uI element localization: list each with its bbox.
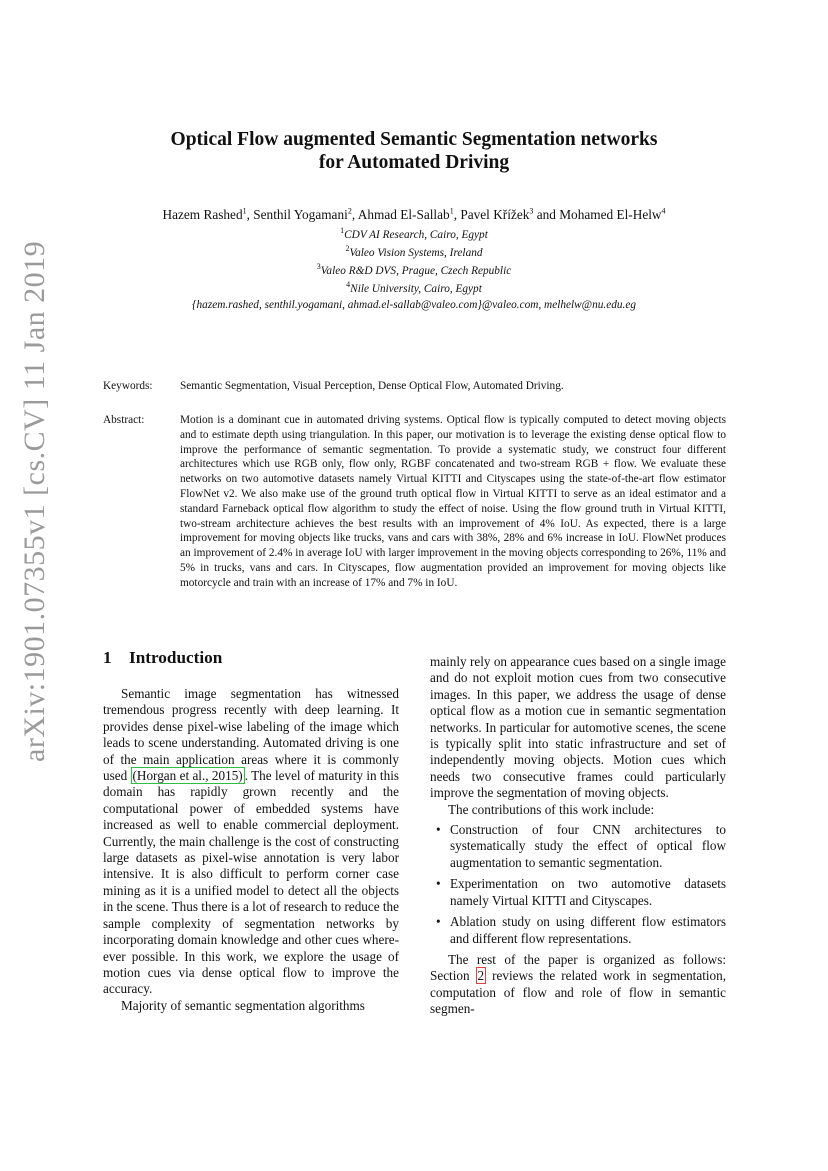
author-name: , Senthil Yogamani — [246, 207, 348, 222]
section-heading — [103, 648, 222, 668]
author-name: Hazem Rashed — [162, 207, 243, 222]
title-line-2: for Automated Driving — [318, 152, 510, 173]
author-list — [90, 206, 738, 223]
section-title: Introduction — [129, 648, 223, 667]
paragraph: mainly rely on appearance cues based on a single image and do not exploit motion cues from two consecutive images. In this paper, we address the usage of dense optical flow as a motion cue in semantic segmentation networks. In particular for automotive scenes, the scene is typically split into static infrastructure and set of independently moving objects. Motion cues which needs two consecutive frames could particularly improve the segmentation of moving objects. — [430, 654, 726, 801]
abstract-label: Abstract: — [103, 414, 145, 426]
affiliation — [90, 264, 738, 279]
paragraph: The contributions of this work include: — [448, 801, 655, 817]
paragraph-text: . The level of maturity in this domain has rapidly grown recently and the computational power of embedded systems have increased as well to enable commercial deployment. Currently, the main challenge is the cost of constructing large datasets as pixel-wise annotation is very labor intensive. It is also difficult to perform corner case mining as it is a unified model to detect all the objects in the scene. Thus there is a lot of research to reduce the sample complexity of segmentation networks by incorporating domain knowledge and other cues where-ever possible. In this work, we explore the usage of motion cues via dense optical flow to improve the accuracy. — [103, 768, 399, 997]
affiliation-text: Nile University, Cairo, Egypt — [350, 283, 482, 295]
author-name: and Mohamed El-Helw — [533, 207, 662, 222]
list-item-text: Construction of four CNN architectures to systematically study the effect of optical flow augmentation to semantic segmentation. — [450, 822, 726, 870]
paper-title — [90, 128, 738, 174]
author-affiliation-mark: 2 — [347, 206, 352, 216]
affiliation — [90, 246, 738, 261]
affiliation — [90, 282, 738, 297]
email-list: {hazem.rashed, senthil.yogamani, ahmad.el-sallab@valeo.com}@valeo.com, melhelw@nu.edu.eg — [192, 299, 636, 311]
paragraph: Majority of semantic segmentation algorithms — [121, 997, 365, 1013]
affiliation-text: CDV AI Research, Cairo, Egypt — [344, 229, 488, 241]
author-name: , Ahmad El-Sallab — [351, 207, 450, 222]
paragraph — [430, 952, 726, 1018]
affiliation-text: Valeo R&D DVS, Prague, Czech Republic — [320, 265, 512, 277]
bullet-icon: • — [436, 876, 441, 892]
section-number: 1 — [103, 648, 112, 667]
list-item — [430, 822, 726, 871]
list-item — [430, 914, 726, 947]
abstract-text: Motion is a dominant cue in automated driving systems. Optical flow is typically computed to detect moving objects and to estimate depth using triangulation. In this paper, our motivation is to leverage the existing dense optical flow to improve the performance of semantic segmentation. To provide a systematic study, we construct four different architectures which use RGB only, flow only, RGBF concatenated and two-stream RGB + flow. We evaluate these networks on two automotive datasets namely Virtual KITTI and Cityscapes using the state-of-the-art flow estimator FlowNet v2. We also make use of the ground truth optical flow in Virtual KITTI to serve as an ideal estimator and a standard Farneback optical flow algorithm to study the effect of noise. Using the flow ground truth in Virtual KITTI, two-stream architecture achieves the best results with an improvement of 4% IoU. As expected, there is a large improvement for moving objects like trucks, vans and cars with 38%, 28% and 6% increase in IoU. FlowNet produces an improvement of 2.4% in average IoU with larger improvement in the moving objects corresponding to 26%, 11% and 5% in trucks, vans and cars. In Cityscapes, flow augmentation provided an improvement for moving objects like motorcycle and train with an increase of 17% and 7% in IoU. — [180, 414, 726, 589]
author-name: , Pavel Křížek — [453, 207, 530, 222]
contribution-list — [430, 822, 726, 947]
bullet-icon: • — [436, 914, 441, 930]
right-column — [430, 654, 726, 1018]
paragraph — [103, 686, 399, 998]
list-item-text: Ablation study on using different flow estimators and different flow representations. — [450, 914, 726, 946]
affiliation — [90, 228, 738, 243]
bullet-icon: • — [436, 822, 441, 838]
author-affiliation-mark: 3 — [529, 206, 534, 216]
list-item-text: Experimentation on two automotive datasets namely Virtual KITTI and Cityscapes. — [450, 876, 726, 908]
author-affiliation-mark: 4 — [661, 206, 666, 216]
author-affiliation-mark: 1 — [242, 206, 247, 216]
keywords-label: Keywords: — [103, 380, 153, 392]
affiliation-mark: 3 — [316, 262, 321, 272]
keywords-text: Semantic Segmentation, Visual Perception, Dense Optical Flow, Automated Driving. — [180, 380, 564, 392]
affiliation-mark: 2 — [345, 244, 350, 254]
section-reference-link[interactable]: 2 — [477, 968, 485, 984]
arxiv-identifier: arXiv:1901.07355v1 [cs.CV] 11 Jan 2019 — [18, 240, 51, 762]
left-column — [103, 686, 399, 1014]
affiliation-mark: 4 — [346, 280, 351, 290]
paragraph-text: Semantic image segmentation has witnessed tremendous progress recently with deep learning. It provides dense pixel-wise labeling of the image which leads to scene understanding. Automated driving is one of the main application areas where it is commonly used — [103, 686, 399, 784]
author-affiliation-mark: 1 — [449, 206, 454, 216]
affiliation-mark: 1 — [340, 226, 345, 236]
paragraph-text: reviews the related work in segmentation, computation of flow and role of flow in semantic segmen- — [430, 968, 727, 1017]
paragraph-text: The rest of the paper is organized as follows: Section — [430, 951, 726, 984]
citation-link[interactable]: (Horgan et al., 2015) — [132, 768, 243, 784]
title-line-1: Optical Flow augmented Semantic Segmentation networks — [170, 129, 658, 150]
list-item — [430, 876, 726, 909]
affiliation-text: Valeo Vision Systems, Ireland — [349, 247, 483, 259]
